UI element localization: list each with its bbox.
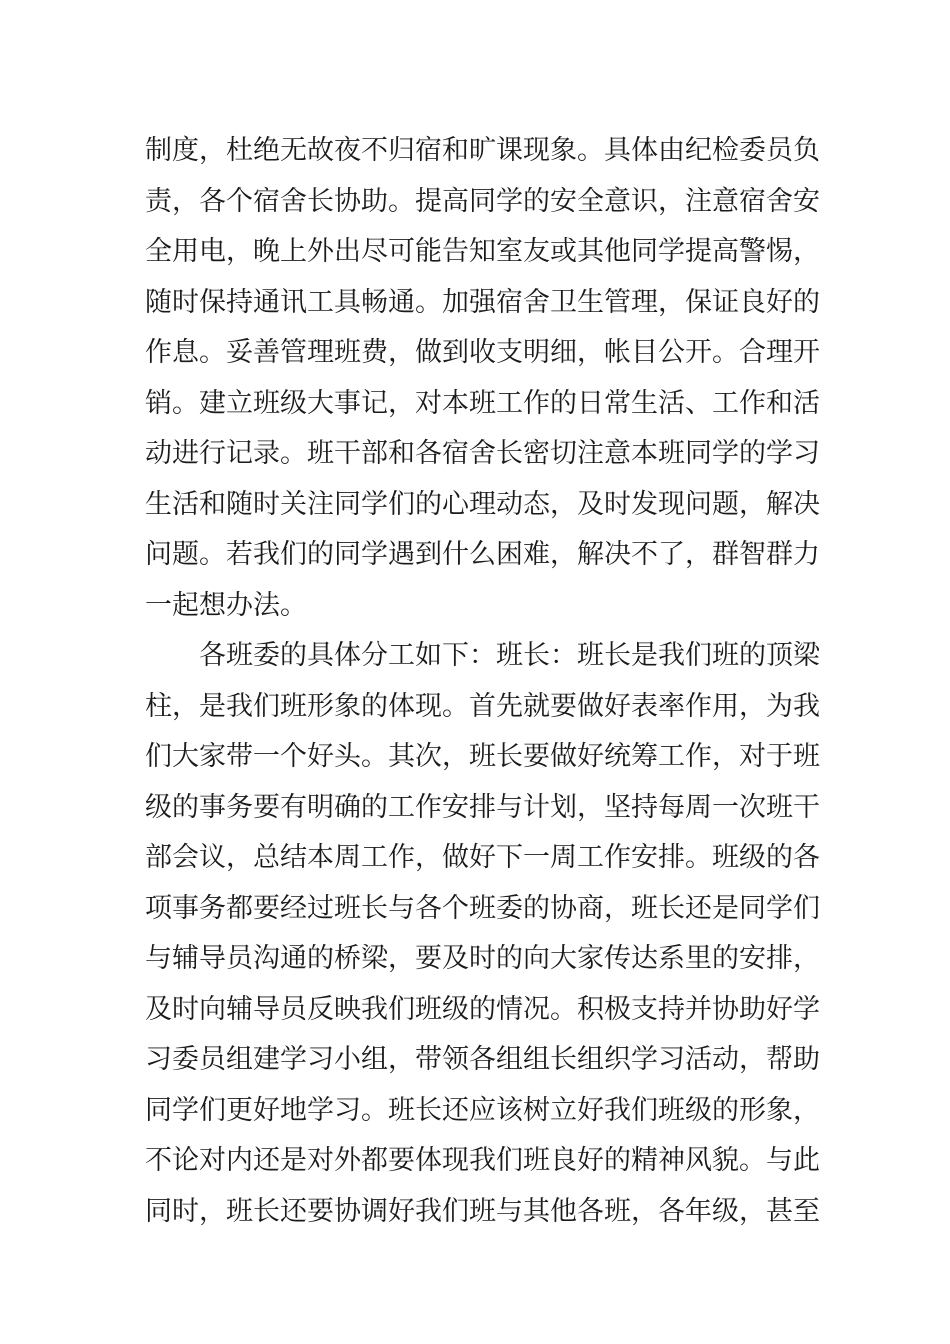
text-line: 同时，班长还要协调好我们班与其他各班，各年级，甚至 <box>145 1195 820 1227</box>
text-line: 习委员组建学习小组，带领各组组长组织学习活动，帮助 <box>145 1044 820 1075</box>
text-line: 同学们更好地学习。班长还应该树立好我们班级的形象， <box>145 1094 820 1126</box>
text-line: 责，各个宿舍长协助。提高同学的安全意识，注意宿舍安 <box>145 185 820 217</box>
text-line: 们大家带一个好头。其次，班长要做好统筹工作，对于班 <box>145 741 820 772</box>
text-line: 柱，是我们班形象的体现。首先就要做好表率作用，为我 <box>145 690 820 722</box>
text-line: 各班委的具体分工如下：班长：班长是我们班的顶梁 <box>199 640 820 671</box>
text-line: 动进行记录。班干部和各宿舍长密切注意本班同学的学习 <box>145 438 820 469</box>
text-line: 部会议，总结本周工作，做好下一周工作安排。班级的各 <box>145 842 820 873</box>
text-line: 作息。妥善管理班费，做到收支明细，帐目公开。合理开 <box>145 337 820 368</box>
text-line: 不论对内还是对外都要体现我们班良好的精神风貌。与此 <box>145 1145 820 1176</box>
text-line: 一起想办法。 <box>145 589 307 621</box>
text-line: 随时保持通讯工具畅通。加强宿舍卫生管理，保证良好的 <box>145 286 820 318</box>
text-line: 与辅导员沟通的桥梁，要及时的向大家传达系里的安排， <box>145 943 820 974</box>
text-line: 项事务都要经过班长与各个班委的协商，班长还是同学们 <box>145 892 820 924</box>
text-line: 问题。若我们的同学遇到什么困难，解决不了，群智群力 <box>145 539 820 570</box>
document-body <box>145 126 820 1237</box>
paragraph-1 <box>145 126 820 631</box>
text-line: 制度，杜绝无故夜不归宿和旷课现象。具体由纪检委员负 <box>145 135 820 166</box>
text-line: 全用电，晚上外出尽可能告知室友或其他同学提高警惕， <box>145 236 820 267</box>
text-line: 级的事务要有明确的工作安排与计划，坚持每周一次班干 <box>145 791 820 823</box>
paragraph-2 <box>145 631 820 1237</box>
text-line: 生活和随时关注同学们的心理动态，及时发现问题，解决 <box>145 488 820 520</box>
text-line: 及时向辅导员反映我们班级的情况。积极支持并协助好学 <box>145 993 820 1025</box>
text-line: 销。建立班级大事记，对本班工作的日常生活、工作和活 <box>145 387 820 419</box>
